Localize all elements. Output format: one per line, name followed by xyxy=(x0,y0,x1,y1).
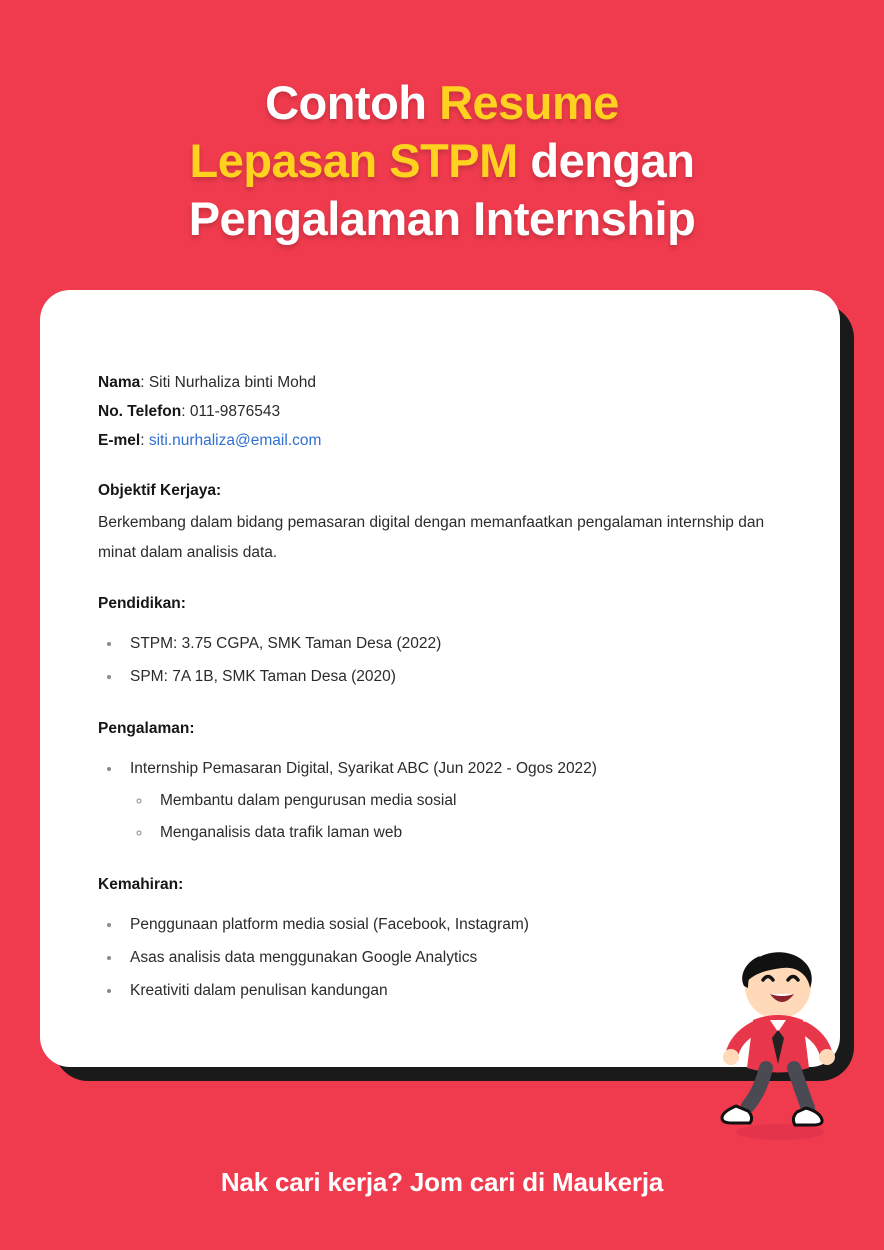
field-nama-value: Siti Nurhaliza binti Mohd xyxy=(148,374,316,391)
footer-tagline: Nak cari kerja? Jom cari di Maukerja xyxy=(220,1167,664,1197)
section-heading-pengalaman xyxy=(98,720,782,738)
list-item: • STPM: 3.75 CGPA, SMK Taman Desa (2022) xyxy=(122,627,782,660)
colon-1: : xyxy=(140,374,145,391)
pengalaman-list xyxy=(122,752,782,849)
field-telefon xyxy=(98,397,782,426)
list-item: • Penggunaan platform media sosial (Facebook, Instagram) xyxy=(122,908,782,941)
field-telefon-label: No. Telefon xyxy=(98,403,182,420)
pengalaman-item-title: Internship Pemasaran Digital, Syarikat ABC (Jun 2022 - Ogos 2022) xyxy=(130,760,597,777)
pendidikan-heading-text: Pendidikan xyxy=(98,595,181,612)
colon-2: : xyxy=(181,403,186,420)
field-email-label: E-mel xyxy=(98,432,141,449)
colon-3: : xyxy=(140,432,145,449)
field-telefon-value: 011-9876543 xyxy=(189,403,281,420)
section-heading-pendidikan xyxy=(98,595,782,613)
title-line-1-part-a: Contoh xyxy=(265,76,440,129)
colon-4: : xyxy=(216,482,222,499)
list-item xyxy=(122,752,782,849)
list-item: ◦ Menganalisis data trafik laman web xyxy=(152,817,782,849)
email-link[interactable]: siti.nurhaliza@email.com xyxy=(148,432,322,449)
list-item: ◦ Membantu dalam pengurusan media sosial xyxy=(152,785,782,817)
list-item: • SPM: 7A 1B, SMK Taman Desa (2020) xyxy=(122,660,782,693)
colon-6: : xyxy=(189,720,195,737)
section-heading-kemahiran xyxy=(98,876,782,894)
kemahiran-heading-text: Kemahiran xyxy=(98,876,179,893)
title-line-3: Pengalaman Internship xyxy=(188,192,696,245)
field-nama xyxy=(98,368,782,397)
field-nama-label: Nama xyxy=(98,374,141,391)
list-item: • Asas analisis data menggunakan Google Analytics xyxy=(122,941,782,974)
list-item: • Kreativiti dalam penulisan kandungan xyxy=(122,974,782,1007)
objektif-text: Berkembang dalam bidang pemasaran digital dengan memanfaatkan pengalaman internship dan minat dalam analisis data. xyxy=(98,514,765,561)
title-line-1-highlight: Resume xyxy=(439,76,619,129)
kemahiran-list xyxy=(122,908,782,1007)
page-title xyxy=(0,74,884,248)
colon-7: : xyxy=(178,876,184,893)
colon-5: : xyxy=(180,595,186,612)
title-line-2-highlight: Lepasan STPM xyxy=(189,134,518,187)
walking-boy-mascot-icon xyxy=(708,944,848,1144)
pengalaman-sublist xyxy=(152,785,782,849)
pendidikan-list xyxy=(122,627,782,693)
pengalaman-heading-text: Pengalaman xyxy=(98,720,190,737)
field-email xyxy=(98,426,782,455)
title-line-2-part-b: dengan xyxy=(517,134,695,187)
poster-header xyxy=(0,0,884,248)
section-heading-objektif xyxy=(98,482,782,500)
objektif-heading-text: Objektif Kerjaya xyxy=(98,482,217,499)
